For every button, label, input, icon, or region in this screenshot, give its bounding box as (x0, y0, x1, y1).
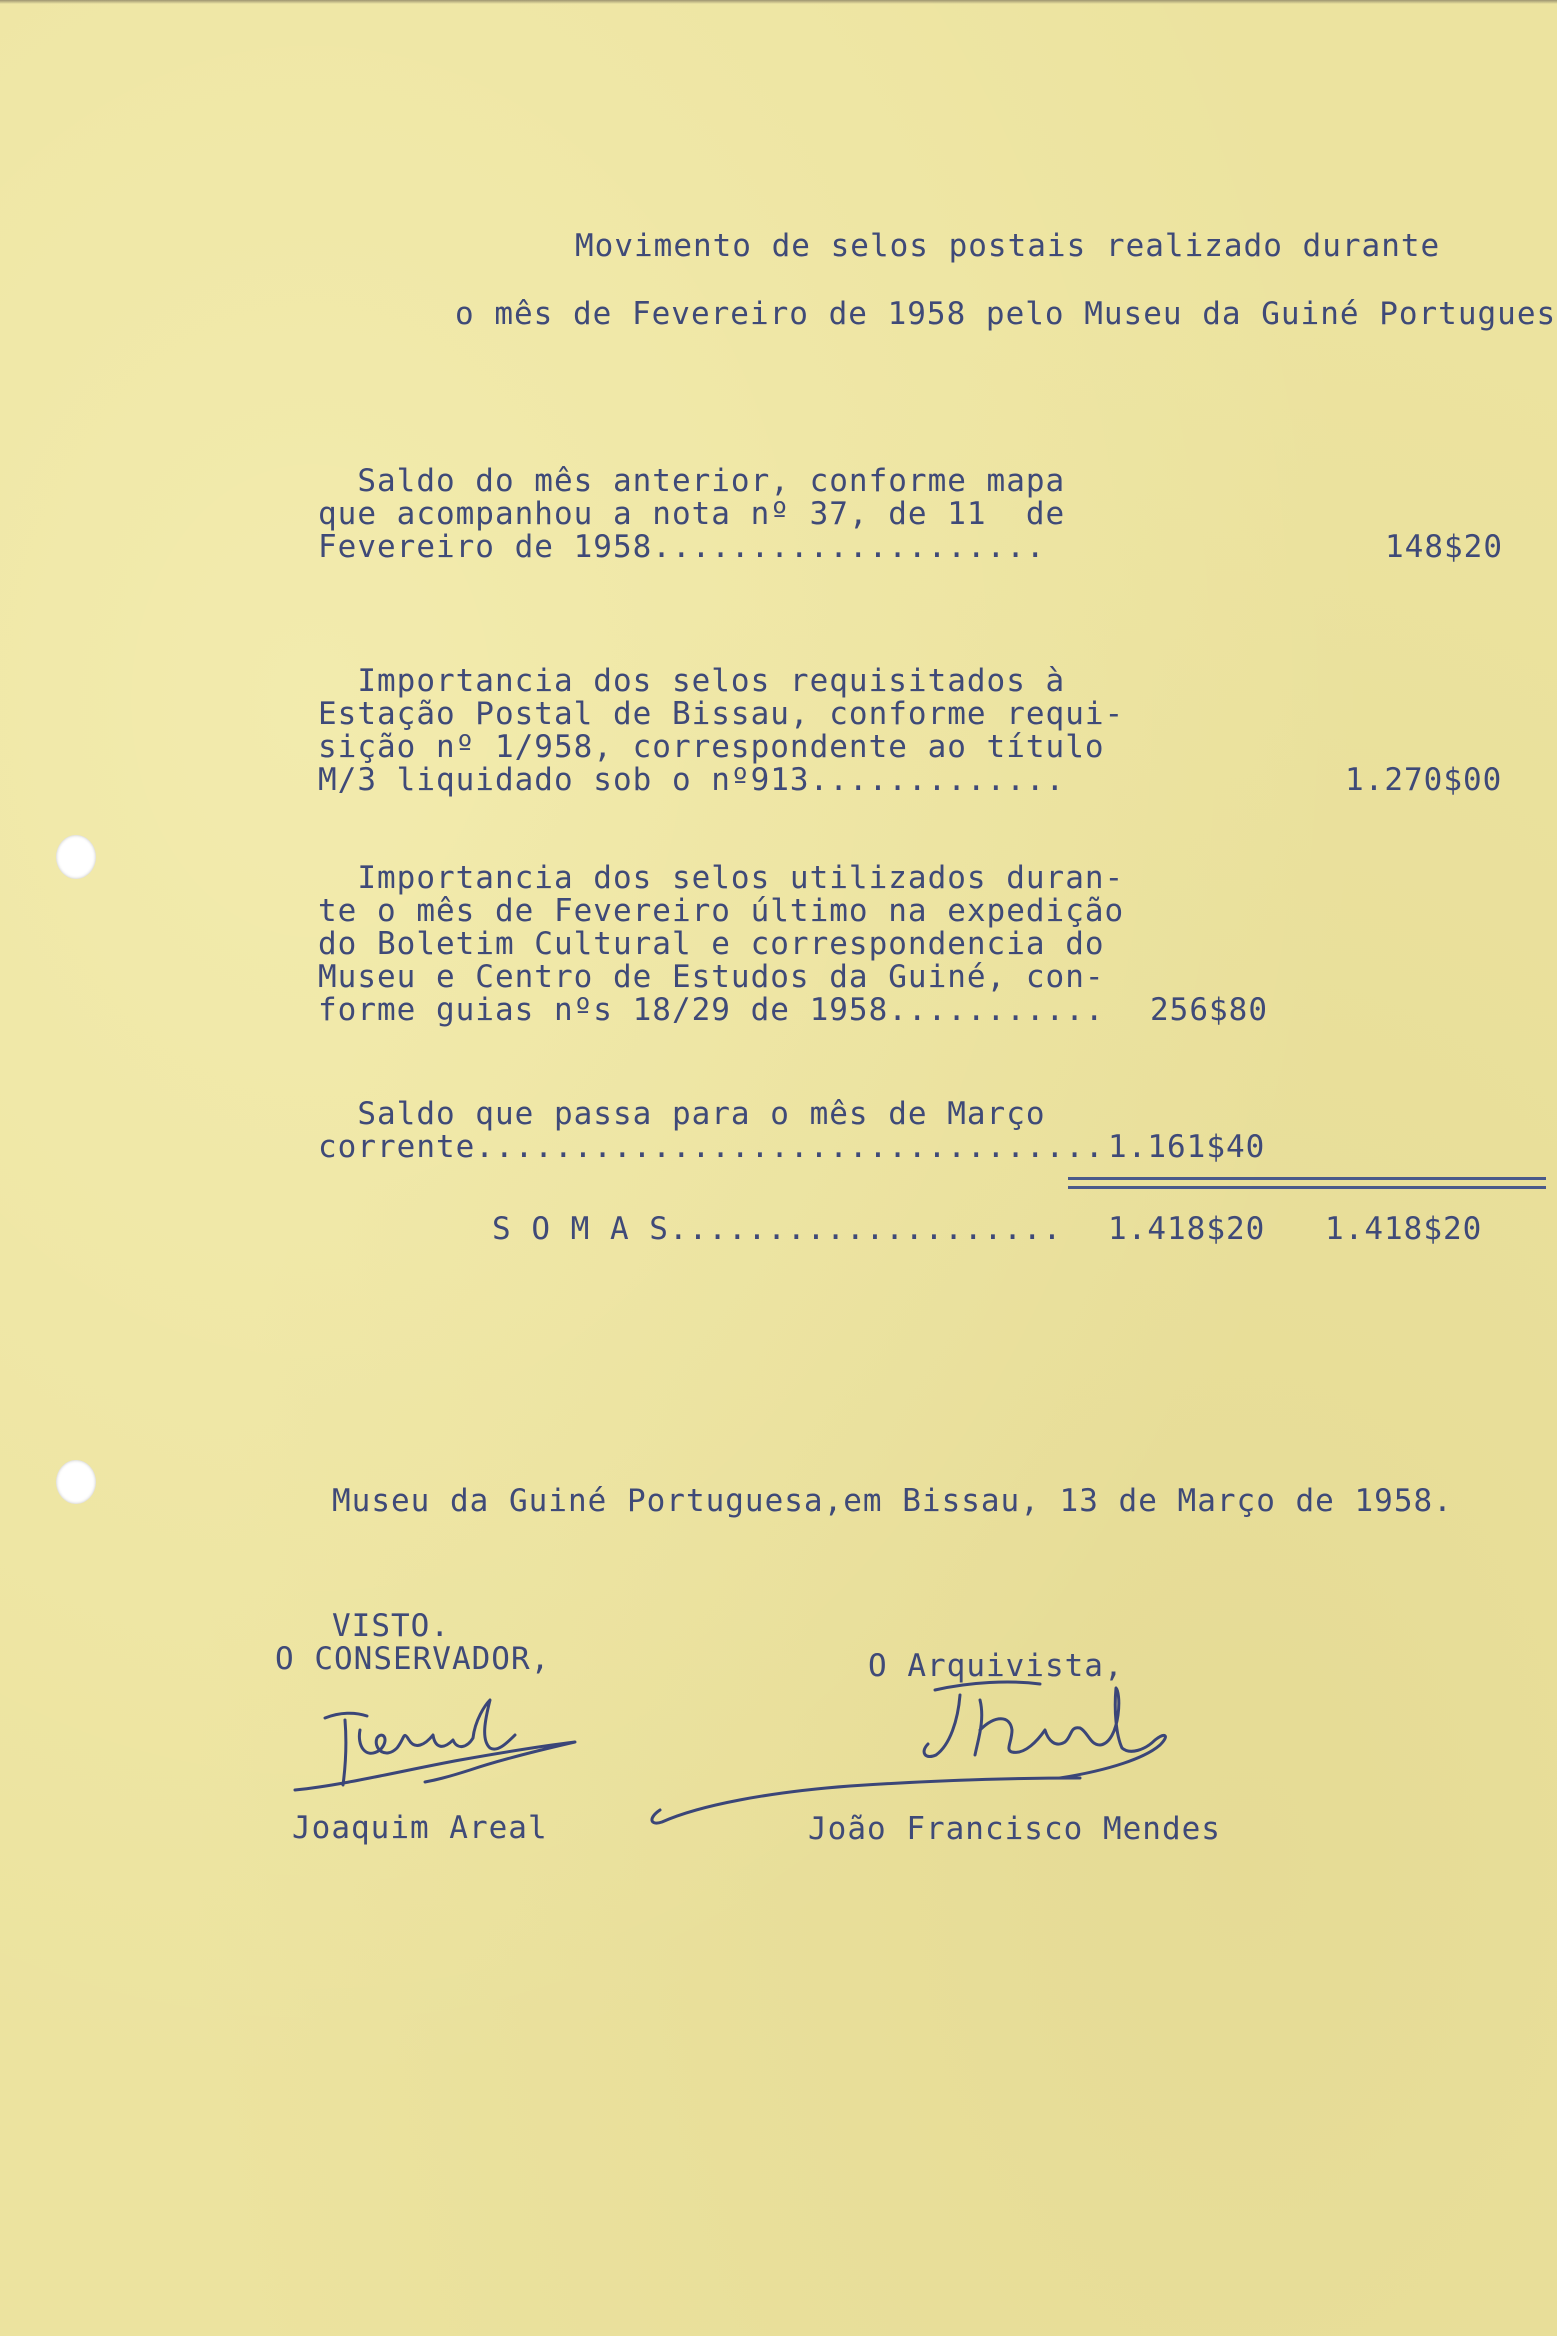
entry-1-line-3: Fevereiro de 1958.................... (318, 529, 1046, 565)
entry-1-line-1: Saldo do mês anterior, conforme mapa (318, 463, 1066, 499)
page-top-edge (0, 0, 1557, 4)
entry-3-line-1: Importancia dos selos utilizados duran- (318, 860, 1125, 896)
conservador-title: O CONSERVADOR, (275, 1641, 551, 1677)
entry-2-amount: 1.270$00 (1345, 762, 1503, 798)
entry-1-line-2: que acompanhou a nota nº 37, de 11 de (318, 496, 1066, 532)
entry-2-line-3: sição nº 1/958, correspondente ao título (318, 729, 1105, 765)
entry-2-line-2: Estação Postal de Bissau, conforme requi- (318, 696, 1125, 732)
entry-2-line-1: Importancia dos selos requisitados à (318, 663, 1066, 699)
total-rule-top (1068, 1177, 1546, 1180)
totals-credit: 1.418$20 (1325, 1211, 1483, 1247)
totals-label: S O M A S.................... (492, 1211, 1063, 1247)
totals-debit: 1.418$20 (1108, 1211, 1266, 1247)
entry-2-line-4: M/3 liquidado sob o nº913............. (318, 762, 1066, 798)
entry-4-line-1: Saldo que passa para o mês de Março (318, 1096, 1046, 1132)
entry-3-amount: 256$80 (1150, 992, 1268, 1028)
place-date-line: Museu da Guiné Portuguesa,em Bissau, 13 de Março de 1958. (332, 1483, 1453, 1519)
document-title-line-1: Movimento de selos postais realizado durante (575, 228, 1441, 264)
total-rule-bottom (1068, 1186, 1546, 1189)
entry-3-line-3: do Boletim Cultural e correspondencia do (318, 926, 1105, 962)
punch-hole-bottom (56, 1460, 96, 1504)
visto-label: VISTO. (332, 1608, 450, 1644)
entry-1-amount: 148$20 (1385, 529, 1503, 565)
entry-4-amount: 1.161$40 (1108, 1129, 1266, 1165)
punch-hole-top (56, 835, 96, 879)
arquivista-name: João Francisco Mendes (808, 1811, 1221, 1847)
document-title-line-2: o mês de Fevereiro de 1958 pelo Museu da Guiné Portugues (455, 296, 1557, 332)
entry-3-line-2: te o mês de Fevereiro último na expedição (318, 893, 1125, 929)
entry-3-line-5: forme guias nºs 18/29 de 1958........... (318, 992, 1105, 1028)
arquivista-title: O Arquivista, (868, 1648, 1124, 1684)
conservador-name: Joaquim Areal (292, 1810, 548, 1846)
entry-3-line-4: Museu e Centro de Estudos da Guiné, con- (318, 959, 1105, 995)
entry-4-line-2: corrente................................ (318, 1129, 1105, 1165)
signature-conservador (285, 1690, 595, 1810)
